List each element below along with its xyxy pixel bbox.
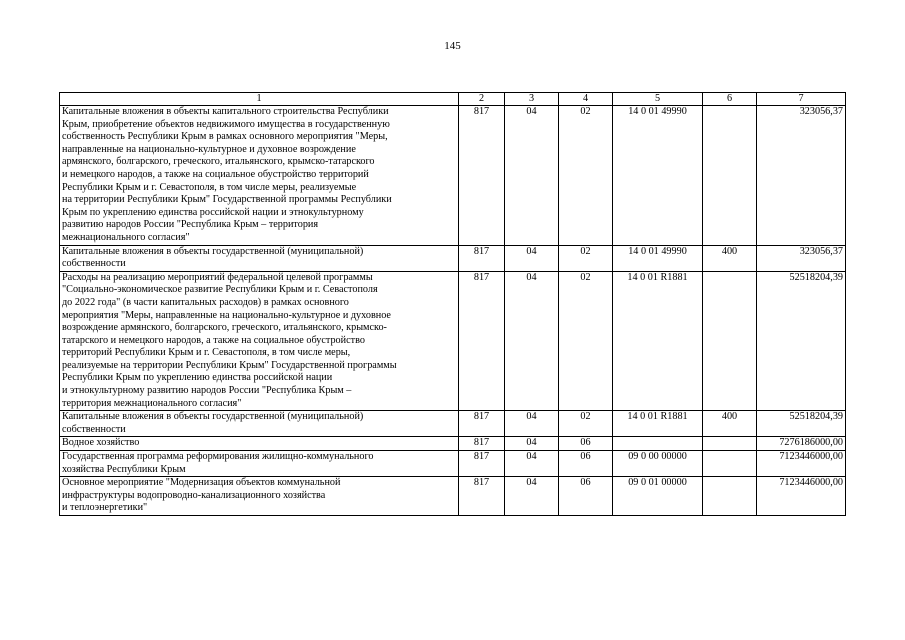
table-row [60,451,846,477]
target-article-code: 09 0 01 00000 [613,477,703,516]
expense-name: Расходы на реализацию мероприятий федеральной целевой программы "Социально-экономическое развитие Республики Крым и г. Севастополя до 2022 года" (в части капитальных расходов) в рамках основного мероприятия "Меры, направленные на национально-культурное и духовное возрождение армянского, болгарского, греческого, итальянского, крымско- татарского и немецкого народов, а также на социальное обустройство территорий Республики Крым и г. Севастополя, в том числе меры, реализуемые на территории Республики Крым" Государственной программы Республики Крым по укреплению единства российской нации и этнокультурному развитию народов России "Республика Крым – территория межнационального согласия" [60,271,459,411]
section-code: 04 [505,411,559,437]
ministry-code: 817 [459,271,505,411]
header-col-1: 1 [60,93,459,106]
budget-table [59,92,846,516]
target-article-code: 14 0 01 49990 [613,245,703,271]
table-row [60,477,846,516]
target-article-code: 14 0 01 R1881 [613,411,703,437]
ministry-code: 817 [459,411,505,437]
amount: 323056,37 [757,245,846,271]
target-article-code [613,437,703,451]
subsection-code: 02 [559,411,613,437]
section-code: 04 [505,245,559,271]
table-row [60,271,846,411]
expense-name: Основное мероприятие "Модернизация объектов коммунальной инфраструктуры водопроводно-канализационного хозяйства и теплоэнергетики" [60,477,459,516]
header-col-2: 2 [459,93,505,106]
ministry-code: 817 [459,106,505,246]
expense-name: Государственная программа реформирования жилищно-коммунального хозяйства Республики Крым [60,451,459,477]
target-article-code: 09 0 00 00000 [613,451,703,477]
table-row [60,411,846,437]
subsection-code: 06 [559,477,613,516]
expense-type-code [703,106,757,246]
expense-name: Капитальные вложения в объекты государственной (муниципальной) собственности [60,245,459,271]
target-article-code: 14 0 01 49990 [613,106,703,246]
table-row [60,245,846,271]
expense-type-code [703,437,757,451]
expense-type-code: 400 [703,245,757,271]
ministry-code: 817 [459,451,505,477]
table-row [60,106,846,246]
expense-type-code [703,451,757,477]
amount: 52518204,39 [757,411,846,437]
expense-type-code [703,271,757,411]
expense-name: Капитальные вложения в объекты капитального строительства Республики Крым, приобретение объектов недвижимого имущества в государственную собственность Республики Крым в рамках основного мероприятия "Меры, направленные на национально-культурное и духовное возрождение армянского, болгарского, греческого, итальянского, крымско-татарского и немецкого народов, а также на социальное обустройство территорий Республики Крым и г. Севастополя, в том числе меры, реализуемые на территории Республики Крым" Государственной программы Республики Крым по укреплению единства российской нации и этнокультурному развитию народов России "Республика Крым – территория межнационального согласия" [60,106,459,246]
ministry-code: 817 [459,477,505,516]
header-col-4: 4 [559,93,613,106]
expense-name: Водное хозяйство [60,437,459,451]
amount: 7123446000,00 [757,451,846,477]
section-code: 04 [505,106,559,246]
expense-name: Капитальные вложения в объекты государственной (муниципальной) собственности [60,411,459,437]
expense-type-code [703,477,757,516]
section-code: 04 [505,437,559,451]
subsection-code: 02 [559,245,613,271]
subsection-code: 02 [559,106,613,246]
subsection-code: 06 [559,451,613,477]
subsection-code: 02 [559,271,613,411]
header-col-7: 7 [757,93,846,106]
amount: 7123446000,00 [757,477,846,516]
subsection-code: 06 [559,437,613,451]
header-col-5: 5 [613,93,703,106]
target-article-code: 14 0 01 R1881 [613,271,703,411]
header-col-6: 6 [703,93,757,106]
amount: 323056,37 [757,106,846,246]
section-code: 04 [505,477,559,516]
section-code: 04 [505,271,559,411]
header-col-3: 3 [505,93,559,106]
expense-type-code: 400 [703,411,757,437]
amount: 52518204,39 [757,271,846,411]
amount: 7276186000,00 [757,437,846,451]
table-row [60,437,846,451]
section-code: 04 [505,451,559,477]
ministry-code: 817 [459,245,505,271]
page-number: 145 [444,40,461,52]
header-row [60,93,846,106]
ministry-code: 817 [459,437,505,451]
